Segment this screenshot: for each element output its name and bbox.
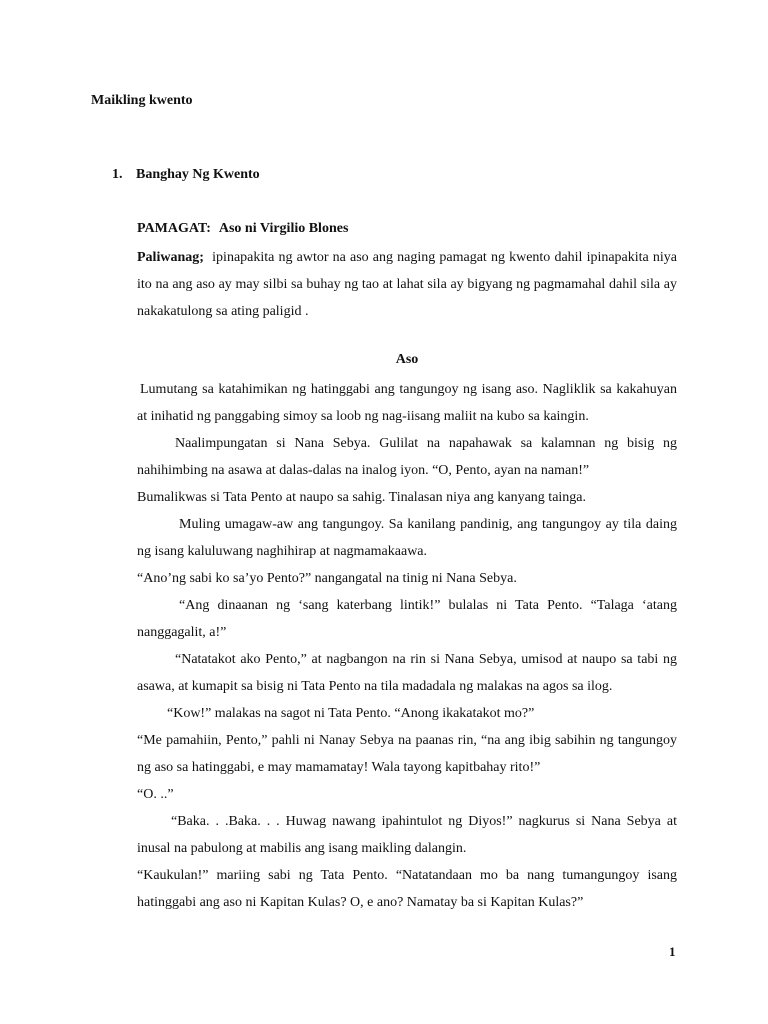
pamagat-value: Aso ni Virgilio Blones <box>218 221 349 236</box>
story-paragraph: “Ang dinaanan ng ‘sang katerbang lintik!” bulalas ni Tata Pento. “Talaga ‘atang nanggagalit, a!” <box>137 598 677 640</box>
story-paragraph: “Baka. . .Baka. . . Huwag nawang ipahintulot ng Diyos!” nagkurus si Nana Sebya at inusal na pabulong at mabilis ang isang maikling dalangin. <box>137 814 677 856</box>
story-title: Aso <box>395 352 419 367</box>
page-number: 1 <box>669 944 676 959</box>
story-paragraph: Bumalikwas si Tata Pento at naupo sa sahig. Tinalasan niya ang kanyang tainga. <box>137 490 587 505</box>
pamagat-line <box>137 221 348 237</box>
story-paragraph: “Natatakot ako Pento,” at nagbangon na rin si Nana Sebya, umisod at naupo sa tabi ng asawa, at kumapit sa bisig ni Tata Pento na tila madadala ng malakas na agos sa ilog. <box>137 652 677 694</box>
pamagat-label: PAMAGAT: <box>137 221 211 236</box>
section-title <box>112 167 260 183</box>
paliwanag-block <box>137 244 677 325</box>
story-paragraph: “O. ..” <box>137 787 174 802</box>
story-paragraph: “Ano’ng sabi ko sa’yo Pento?” nangangatal na tinig ni Nana Sebya. <box>137 571 517 586</box>
story-paragraph: “Kow!” malakas na sagot ni Tata Pento. “Anong ikakatakot mo?” <box>167 706 535 721</box>
section-number: 1. <box>112 167 123 182</box>
story-body <box>137 376 677 916</box>
story-paragraph: Lumutang sa katahimikan ng hatinggabi ang tangungoy ng isang aso. Nagliklik sa kakahuyan at inihatid ng panggabing simoy sa loob ng nag-iisang maliit na kubo sa kaingin. <box>137 382 677 424</box>
section-title-text: Banghay Ng Kwento <box>136 167 260 182</box>
document-heading: Maikling kwento <box>91 93 193 108</box>
story-paragraph: Naalimpungatan si Nana Sebya. Gulilat na napahawak sa kalamnan ng bisig ng nahihimbing na asawa at dalas-dalas na inalog iyon. “O, Pento, ayan na naman!” <box>137 436 677 478</box>
story-paragraph: “Kaukulan!” mariing sabi ng Tata Pento. “Natatandaan mo ba nang tumangungoy isang hatinggabi ang aso ni Kapitan Kulas? O, e ano? Namatay ba si Kapitan Kulas?” <box>137 868 677 910</box>
paliwanag-label: Paliwanag; <box>137 250 204 265</box>
paliwanag-text: ipinapakita ng awtor na aso ang naging pamagat ng kwento dahil ipinapakita niya ito na ang aso ay may silbi sa buhay ng tao at lahat sila ay bigyang ng pagmamahal dahil sila ay nakakatulong sa ating paligid . <box>137 250 678 319</box>
story-paragraph: Muling umagaw-aw ang tangungoy. Sa kanilang pandinig, ang tangungoy ay tila daing ng isang kaluluwang naghihirap at nagmamakaawa. <box>137 517 677 559</box>
story-paragraph: “Me pamahiin, Pento,” pahli ni Nanay Sebya na paanas rin, “na ang ibig sabihin ng tangungoy ng aso sa hatinggabi, e may mamamatay! Wala tayong kapitbahay rito!” <box>137 733 677 775</box>
